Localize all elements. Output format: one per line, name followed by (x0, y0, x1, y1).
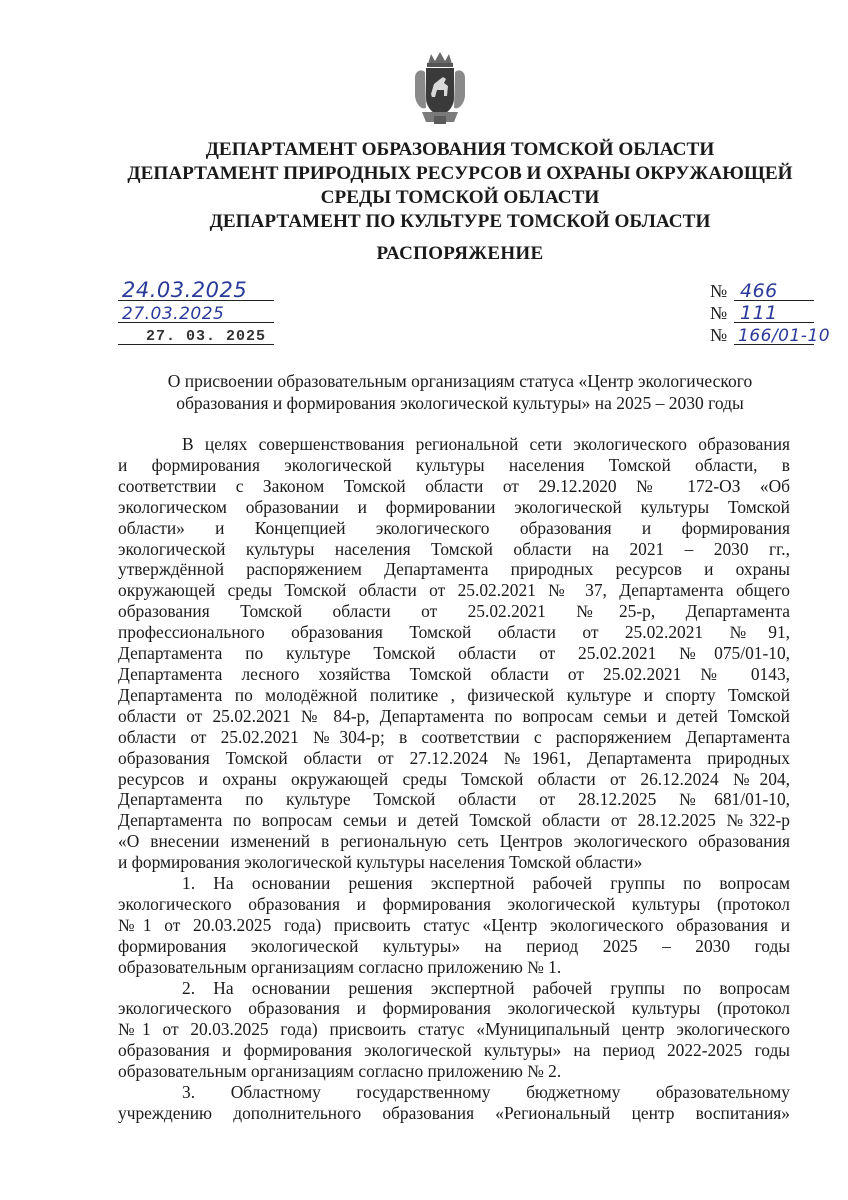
date-field (118, 304, 274, 326)
body-line: 1. На основании решения экспертной рабочей группы по вопросам (182, 873, 790, 894)
issuing-departments-heading (100, 138, 820, 234)
department-line: СРЕДЫ ТОМСКОЙ ОБЛАСТИ (320, 187, 600, 208)
body-line: профессионального образования Томской области от 25.02.2021 №91, (118, 622, 790, 643)
date-field (118, 278, 274, 304)
handwritten-date: 27.03.2025 (122, 304, 225, 324)
body-line: Департамента по культуре Томской области от 25.02.2021 №075/01-10, (118, 643, 790, 664)
handwritten-number: 466 (740, 280, 778, 302)
body-line: образовательным организациям согласно приложению № 1. (118, 956, 562, 977)
body-line: экологическом образовании и формировании экологической культуры Томской (118, 496, 790, 517)
body-line: окружающей среды Томской области от 25.02.2021 № 37, Департамента общего (118, 580, 790, 601)
stamped-date: 27. 03. 2025 (146, 328, 267, 345)
body-line: формирования экологической культуры» на период 2025 – 2030 годы (118, 935, 790, 956)
handwritten-number: 166/01-10 (738, 326, 831, 346)
body-line: области от 25.02.2021 № 84-р, Департамента по вопросам семьи и детей Томской (118, 705, 790, 726)
body-line: образования Томской области от 25.02.2021 №25-р, Департамента (118, 601, 790, 622)
date-field (118, 326, 274, 348)
body-line: Департамента по молодёжной политике , физической культуре и спорту Томской (118, 684, 790, 705)
number-sign: № (710, 325, 728, 345)
body-line: области от 25.02.2021 №304-р; в соответствии с распоряжением Департамента (118, 726, 790, 747)
body-line: соответствии с Законом Томской области от 29.12.2020 № 172-ОЗ «Об (118, 475, 790, 496)
document-body (118, 434, 790, 1124)
body-line: образования и формирования экологической культуры» на период 2022-2025 годы (118, 1040, 790, 1061)
number-sign: № (710, 281, 728, 301)
coat-of-arms-emblem (412, 50, 468, 126)
body-line: 2. На основании решения экспертной рабочей группы по вопросам (182, 977, 790, 998)
body-line: и формирования экологической культуры населения Томской области, в (118, 454, 790, 475)
registration-number (710, 325, 831, 348)
body-line: 3. Областному государственному бюджетному образовательному (182, 1082, 790, 1103)
subject-line: О присвоении образовательным организациям статуса «Центр экологического (167, 371, 753, 391)
document-type-title: РАСПОРЯЖЕНИЕ (376, 243, 544, 264)
body-line: ресурсов и охраны окружающей среды Томской области от 26.12.2024 №204, (118, 768, 790, 789)
body-line: В целях совершенствования региональной сети экологического образования (182, 434, 790, 454)
department-line: ДЕПАРТАМЕНТ ПО КУЛЬТУРЕ ТОМСКОЙ ОБЛАСТИ (209, 211, 711, 232)
body-line: Департамента лесного хозяйства Томской области от 25.02.2021 № 0143, (118, 663, 790, 684)
body-line: №1 от 20.03.2025 года) присвоить статус «Муниципальный центр экологического (118, 1019, 790, 1040)
body-line: Департамента по культуре Томской области от 28.12.2025 №681/01-10, (118, 789, 790, 810)
body-line: образовательным организациям согласно приложению № 2. (118, 1061, 562, 1082)
body-line: экологического образования и формирования экологической культуры (протокол (118, 998, 790, 1019)
body-line: экологического образования и формирования экологической культуры (протокол (118, 893, 790, 914)
body-line: «О внесении изменений в региональную сеть Центров экологического образования (118, 831, 790, 852)
registration-number (710, 304, 814, 326)
department-line: ДЕПАРТАМЕНТ ПРИРОДНЫХ РЕСУРСОВ И ОХРАНЫ ОКРУЖАЮЩЕЙ (127, 163, 793, 184)
department-line: ДЕПАРТАМЕНТ ОБРАЗОВАНИЯ ТОМСКОЙ ОБЛАСТИ (205, 139, 715, 160)
number-sign: № (710, 303, 728, 323)
document-subject (100, 370, 820, 414)
handwritten-number: 111 (740, 302, 778, 324)
subject-line: образования и формирования экологической культуры» на 2025 – 2030 годы (176, 393, 744, 413)
body-line: области» и Концепцией экологического образования и формирования (118, 517, 790, 538)
body-line: образования Томской области от 27.12.2024 №1961, Департамента природных (118, 747, 790, 768)
body-line: экологической культуры населения Томской области на 2021 – 2030 гг., (118, 538, 790, 559)
body-line: №1 от 20.03.2025 года) присвоить статус «Центр экологического образования и (118, 914, 790, 935)
handwritten-date: 24.03.2025 (122, 278, 248, 302)
body-line: утверждённой распоряжением Департамента природных ресурсов и охраны (118, 559, 790, 580)
body-line: Департамента по вопросам семьи и детей Томской области от 28.12.2025 №322-р (118, 810, 790, 831)
body-line: учреждению дополнительного образования «Региональный центр воспитания» (118, 1103, 790, 1123)
body-line: и формирования экологической культуры населения Томской области» (118, 852, 643, 873)
registration-number (710, 282, 814, 304)
